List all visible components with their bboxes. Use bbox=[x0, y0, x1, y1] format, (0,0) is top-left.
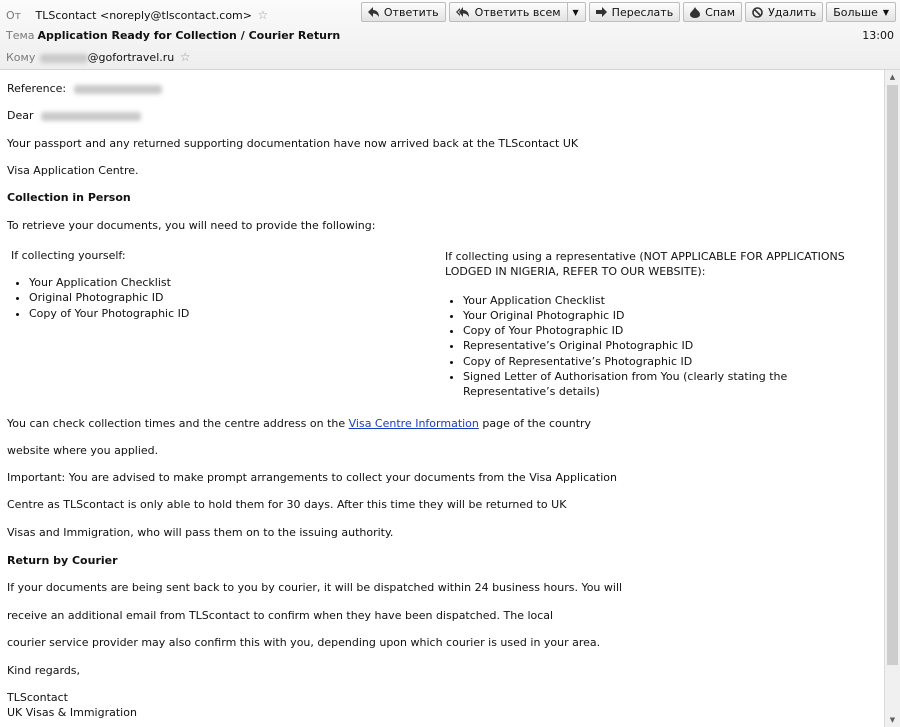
greeting-line bbox=[7, 109, 141, 122]
subject-row bbox=[6, 29, 340, 42]
reply-all-button[interactable] bbox=[449, 2, 586, 22]
list-item: • Copy of Your Photographic ID bbox=[29, 306, 189, 321]
delete-label: Удалить bbox=[768, 5, 817, 19]
signature-line: TLScontact bbox=[7, 691, 68, 704]
star-icon[interactable]: ☆ bbox=[179, 50, 191, 64]
closing: Kind regards, bbox=[7, 664, 81, 677]
list-item: • Copy of Representative’s Photographic ID bbox=[463, 354, 875, 369]
list-item: • Your Original Photographic ID bbox=[463, 308, 875, 323]
representative-heading: If collecting using a representative (NOT APPLICABLE FOR APPLICATIONS LODGED IN NIGERIA, REFER TO OUR WEBSITE): bbox=[445, 250, 845, 279]
vertical-scrollbar[interactable] bbox=[884, 70, 900, 727]
spam-button[interactable] bbox=[683, 2, 742, 22]
scrollbar-thumb[interactable] bbox=[887, 85, 898, 665]
representative-list bbox=[445, 293, 875, 400]
scroll-down-icon[interactable]: ▼ bbox=[889, 716, 896, 724]
message-toolbar bbox=[361, 2, 896, 22]
chevron-down-icon[interactable]: ▼ bbox=[572, 7, 579, 17]
list-item: • Copy of Your Photographic ID bbox=[463, 323, 875, 338]
scroll-up-icon[interactable]: ▲ bbox=[889, 73, 896, 81]
list-item: • Signed Letter of Authorisation from You (clearly stating the Representative’s details) bbox=[463, 369, 875, 400]
more-label: Больше bbox=[833, 5, 878, 19]
redacted-reference bbox=[74, 85, 162, 94]
from-sender[interactable]: TLScontact <noreply@tlscontact.com> bbox=[35, 9, 252, 22]
list-item: • Your Application Checklist bbox=[463, 293, 875, 308]
reply-label: Ответить bbox=[383, 5, 439, 19]
spam-label: Спам bbox=[705, 5, 736, 19]
paragraph: Important: You are advised to make prompt arrangements to collect your documents from the Visa Application bbox=[7, 471, 617, 484]
message-time: 13:00 bbox=[862, 29, 894, 42]
list-item: • Original Photographic ID bbox=[29, 290, 189, 305]
paragraph: Your passport and any returned supporting documentation have now arrived back at the TLScontact UK bbox=[7, 137, 579, 150]
self-collection-list bbox=[11, 275, 189, 321]
paragraph bbox=[7, 417, 591, 430]
paragraph: website where you applied. bbox=[7, 444, 159, 457]
redacted-recipient bbox=[40, 54, 88, 63]
subject-text: Application Ready for Collection / Courier Return bbox=[37, 29, 341, 42]
paragraph: receive an additional email from TLScontact to confirm when they have been dispatched. The local bbox=[7, 609, 554, 622]
paragraph-text: page of the country bbox=[478, 417, 592, 430]
representative-column bbox=[445, 249, 875, 400]
forward-button[interactable] bbox=[589, 2, 681, 22]
paragraph-text: You can check collection times and the centre address on the bbox=[7, 417, 349, 430]
greeting: Dear bbox=[7, 109, 34, 122]
from-row bbox=[6, 8, 268, 22]
paragraph: If your documents are being sent back to you by courier, it will be dispatched within 24 business hours. You will bbox=[7, 581, 623, 594]
self-collection-column bbox=[11, 249, 189, 321]
to-domain[interactable]: @gofortravel.ru bbox=[87, 51, 175, 64]
paragraph: Visas and Immigration, who will pass them on to the issuing authority. bbox=[7, 526, 394, 539]
section-heading: Collection in Person bbox=[7, 191, 131, 204]
section-heading: Return by Courier bbox=[7, 554, 118, 567]
chevron-down-icon: ▼ bbox=[882, 7, 889, 17]
redacted-name bbox=[41, 112, 141, 121]
reference-label: Reference: bbox=[7, 82, 67, 95]
forward-icon bbox=[596, 7, 607, 17]
list-item: • Representative’s Original Photographic ID bbox=[463, 338, 875, 353]
visa-centre-info-link[interactable]: Visa Centre Information bbox=[348, 417, 479, 430]
email-body bbox=[0, 70, 884, 727]
to-label: Кому bbox=[6, 51, 36, 64]
message-header bbox=[0, 0, 900, 70]
to-row bbox=[6, 50, 191, 64]
paragraph: courier service provider may also confirm this with you, depending upon which courier is used in your area. bbox=[7, 636, 601, 649]
signature-line: UK Visas & Immigration bbox=[7, 706, 137, 719]
paragraph: Centre as TLScontact is only able to hold them for 30 days. After this time they will be returned to UK bbox=[7, 498, 567, 511]
more-button[interactable] bbox=[826, 2, 896, 22]
reply-all-label: Ответить всем bbox=[474, 5, 561, 19]
from-label: От bbox=[6, 9, 22, 22]
reply-all-icon bbox=[456, 7, 470, 17]
paragraph: To retrieve your documents, you will need to provide the following: bbox=[7, 219, 376, 232]
forward-label: Переслать bbox=[611, 5, 674, 19]
reply-icon bbox=[368, 7, 379, 17]
reply-button[interactable] bbox=[361, 2, 446, 22]
self-collection-heading: If collecting yourself: bbox=[11, 249, 126, 262]
spam-icon bbox=[690, 7, 700, 18]
list-item: • Your Application Checklist bbox=[29, 275, 189, 290]
reference-line bbox=[7, 82, 162, 95]
star-icon[interactable]: ☆ bbox=[257, 8, 269, 22]
subject-label: Тема bbox=[6, 29, 35, 42]
paragraph: Visa Application Centre. bbox=[7, 164, 139, 177]
delete-button[interactable] bbox=[745, 2, 823, 22]
delete-icon bbox=[752, 7, 763, 18]
